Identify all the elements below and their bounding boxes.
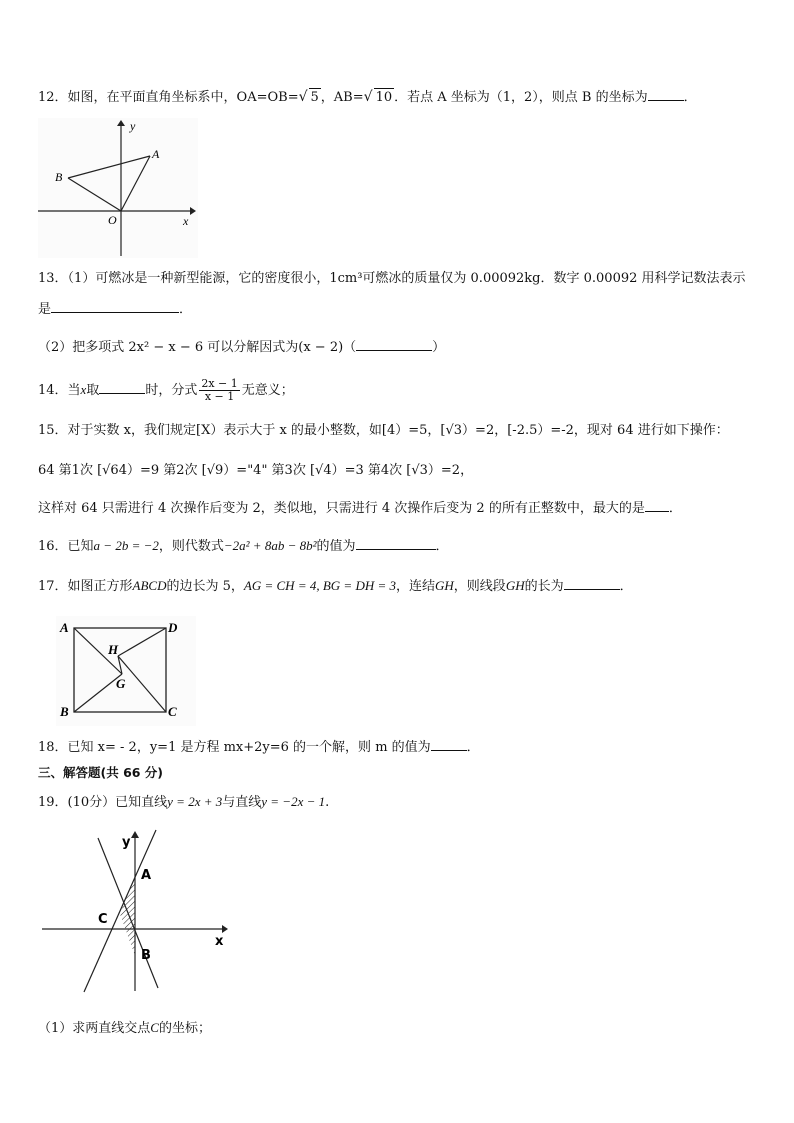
q14-fraction (199, 378, 239, 403)
q15-line3-end: ． (668, 501, 682, 516)
question-14 (38, 378, 294, 403)
q13-answer-blank-1 (51, 300, 179, 313)
q19-label-A: A (141, 868, 152, 883)
q13-line2-prefix: 是 (38, 302, 52, 317)
question-19-sub1 (38, 1019, 211, 1038)
q16-condition: a − 2b = −2 (93, 538, 159, 553)
question-16 (38, 537, 449, 556)
q19-end: . (325, 795, 330, 810)
q12-mid: ，AB= (320, 90, 364, 105)
question-13-line2 (38, 300, 192, 319)
q13-line3-prefix: （2）把多项式 2x² − x − 6 可以分解因式为(x − 2)（ (38, 340, 357, 355)
question-13-line1: 13．（1）可燃冰是一种新型能源，它的密度很小，1cm³可燃冰的质量仅为 0.00092kg．数字 0.00092 用科学记数法表示 (38, 271, 746, 286)
q18-end: ． (466, 740, 480, 755)
question-15-line1: 15．对于实数 x，我们规定[X）表示大于 x 的最小整数，如[4）=5，[√3）=2，[-2.5）=-2，现对 64 进行如下操作： (38, 423, 729, 438)
q13-line2-end: ． (179, 302, 193, 317)
q12-sqrt10: 10 (375, 90, 393, 105)
q19-mid: 与直线 (222, 795, 262, 810)
q12-label-B: B (55, 170, 63, 184)
q17-mid1: 的边长为 5， (166, 579, 244, 594)
question-13-line3 (38, 338, 445, 357)
q17-segment-2: GH (505, 578, 525, 593)
q16-prefix: 16．已知 (38, 539, 94, 554)
q19-label-B: B (141, 948, 151, 963)
q19-prefix: 19．(10分）已知直线 (38, 795, 168, 810)
q19-sub1-var: C (150, 1020, 159, 1035)
q12-sqrt5: 5 (310, 90, 319, 105)
q17-segment-1: GH (435, 578, 454, 593)
q12-suffix: ．若点 A 坐标为（1，2），则点 B 的坐标为 (394, 90, 648, 105)
question-12: 12．如图，在平面直角坐标系中，OA=OB=√ 5 ，AB=√ 10 ．若点 A 坐标为（1，2），则点 B 的坐标为 ． (38, 89, 697, 105)
section-3-title: 三、解答题(共 66 分) (38, 765, 164, 780)
q17-square-name: ABCD (132, 578, 167, 593)
q17-condition: AG = CH = 4, BG = DH = 3 (243, 578, 396, 593)
q17-prefix: 17．如图正方形 (38, 579, 133, 594)
q17-suffix: 的长为 (524, 579, 564, 594)
q19-sub1-prefix: （1）求两直线交点 (38, 1021, 151, 1036)
q12-label-x: x (183, 214, 189, 228)
q19-label-C: C (98, 912, 108, 927)
q17-label-B: B (60, 704, 69, 719)
q17-label-C: C (168, 704, 177, 719)
q13-line3-end: ） (432, 340, 446, 355)
q19-label-x: x (215, 934, 224, 949)
q17-answer-blank (564, 577, 620, 590)
q17-figure (56, 616, 196, 726)
q17-mid3: ，则线段 (453, 579, 506, 594)
q16-suffix: 的值为 (316, 539, 356, 554)
q17-mid2: ，连结 (396, 579, 436, 594)
q12-prefix: 12．如图，在平面直角坐标系中，OA=OB= (38, 90, 299, 105)
q12-figure (38, 118, 198, 258)
question-18 (38, 738, 480, 757)
q12-label-A: A (152, 147, 160, 161)
q17-label-H: H (108, 642, 119, 657)
q14-mid: 时，分式 (145, 383, 198, 398)
q16-answer-blank (356, 537, 436, 550)
q14-numerator: 2x − 1 (201, 377, 238, 390)
q12-label-y: y (130, 119, 136, 133)
q17-label-G: G (116, 676, 126, 691)
q12-label-O: O (108, 213, 117, 227)
q14-take: 取 (86, 383, 100, 398)
q17-label-A: A (60, 620, 69, 635)
q17-end: ． (619, 579, 633, 594)
q16-mid: ，则代数式 (158, 539, 224, 554)
q19-line-1: y = 2x + 3 (167, 794, 223, 809)
q19-figure (40, 826, 240, 996)
q19-line-2: y = −2x − 1 (261, 794, 326, 809)
q14-prefix: 14．当 (38, 383, 81, 398)
q15-line3-text: 这样对 64 只需进行 4 次操作后变为 2，类似地，只需进行 4 次操作后变为 2 的所有正整数中，最大的是 (38, 501, 645, 516)
q19-line-y-2x-plus-3 (84, 830, 156, 992)
q19-shaded-triangle (120, 876, 135, 956)
question-19 (38, 793, 329, 812)
q16-end: ． (435, 539, 449, 554)
q15-answer-blank (645, 499, 669, 512)
q19-sub1-end: 的坐标； (158, 1021, 211, 1036)
question-17 (38, 577, 633, 596)
q17-label-D: D (168, 620, 178, 635)
q19-label-y: y (122, 835, 131, 850)
q18-answer-blank (431, 738, 467, 751)
q12-end: ． (683, 90, 697, 105)
question-15-line2: 64 第1次 [√64）=9 第2次 [√9）="4" 第3次 [√4）=3 第4次 [√3）=2， (38, 463, 474, 478)
q14-denominator: x − 1 (204, 390, 235, 403)
q14-var: x (80, 382, 87, 397)
question-15-line3 (38, 499, 682, 518)
q12-answer-blank (648, 88, 684, 101)
q14-answer-blank (99, 381, 145, 394)
q16-expression: −2a² + 8ab − 8b² (223, 538, 317, 553)
q14-suffix: 无意义； (241, 383, 294, 398)
q13-answer-blank-2 (356, 338, 432, 351)
q18-text: 18．已知 x= - 2，y=1 是方程 mx+2y=6 的一个解，则 m 的值为 (38, 740, 431, 755)
